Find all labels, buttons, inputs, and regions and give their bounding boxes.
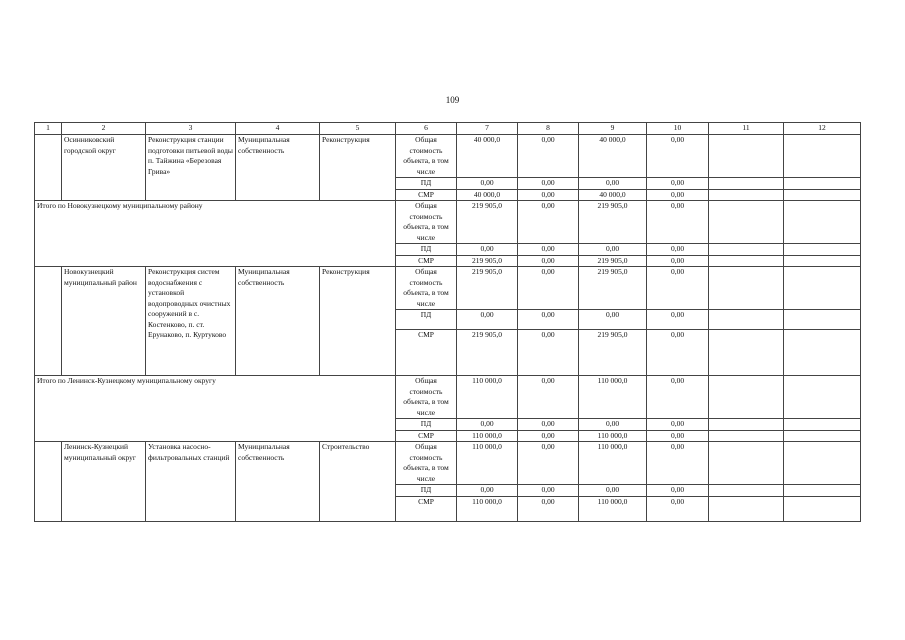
value-cell: 0,00 <box>647 310 709 330</box>
value-cell: 0,00 <box>647 178 709 190</box>
value-cell: 0,00 <box>647 496 709 521</box>
municipality-cell: Новокузнецкий муниципальный район <box>62 267 146 376</box>
empty-cell <box>784 430 861 442</box>
value-cell: 0,00 <box>647 267 709 310</box>
empty-cell <box>709 178 784 190</box>
col-header: 1 <box>35 123 62 135</box>
empty-cell <box>784 267 861 310</box>
value-cell: 0,00 <box>579 244 647 256</box>
row-index-cell <box>35 442 62 522</box>
cost-type-cell: Общая стоимость объекта, в том числе <box>396 201 457 244</box>
empty-cell <box>709 267 784 310</box>
cost-type-cell: СМР <box>396 255 457 267</box>
work-type-cell: Строительство <box>320 442 396 522</box>
cost-type-cell: СМР <box>396 330 457 376</box>
value-cell: 0,00 <box>518 178 579 190</box>
value-cell: 0,00 <box>579 419 647 431</box>
value-cell: 219 905,0 <box>457 267 518 310</box>
work-type-cell: Реконструкция <box>320 135 396 201</box>
total-row <box>35 201 861 244</box>
value-cell: 110 000,0 <box>457 496 518 521</box>
object-name-cell: Реконструкция систем водоснабжения с установкой водопроводных очистных сооружений в с. Костенково, п. ст. Ерунаково, п. Куртуково <box>146 267 236 376</box>
value-cell: 0,00 <box>647 135 709 178</box>
value-cell: 219 905,0 <box>457 255 518 267</box>
row-index-cell <box>35 135 62 201</box>
value-cell: 40 000,0 <box>457 135 518 178</box>
value-cell: 0,00 <box>518 485 579 497</box>
value-cell: 0,00 <box>579 310 647 330</box>
value-cell: 0,00 <box>457 419 518 431</box>
cost-type-cell: Общая стоимость объекта, в том числе <box>396 442 457 485</box>
value-cell: 219 905,0 <box>579 201 647 244</box>
col-header: 4 <box>236 123 320 135</box>
ownership-cell: Муниципальная собственность <box>236 442 320 522</box>
cost-type-cell: СМР <box>396 496 457 521</box>
value-cell: 219 905,0 <box>579 267 647 310</box>
value-cell: 0,00 <box>518 135 579 178</box>
cost-type-cell: СМР <box>396 430 457 442</box>
value-cell: 0,00 <box>518 310 579 330</box>
col-header: 7 <box>457 123 518 135</box>
header-row <box>35 123 861 135</box>
value-cell: 219 905,0 <box>579 330 647 376</box>
empty-cell <box>784 189 861 201</box>
investment-table <box>34 122 861 522</box>
value-cell: 219 905,0 <box>457 201 518 244</box>
value-cell: 40 000,0 <box>579 189 647 201</box>
value-cell: 0,00 <box>647 330 709 376</box>
cost-type-cell: ПД <box>396 178 457 190</box>
value-cell: 0,00 <box>647 430 709 442</box>
empty-cell <box>784 255 861 267</box>
cost-type-cell: Общая стоимость объекта, в том числе <box>396 267 457 310</box>
object-row <box>35 135 861 178</box>
value-cell: 0,00 <box>647 419 709 431</box>
value-cell: 110 000,0 <box>457 376 518 419</box>
value-cell: 0,00 <box>647 201 709 244</box>
cost-type-cell: ПД <box>396 310 457 330</box>
value-cell: 0,00 <box>579 178 647 190</box>
total-row <box>35 376 861 419</box>
empty-cell <box>709 485 784 497</box>
empty-cell <box>709 430 784 442</box>
empty-cell <box>709 255 784 267</box>
value-cell: 0,00 <box>518 442 579 485</box>
empty-cell <box>784 485 861 497</box>
empty-cell <box>784 178 861 190</box>
object-name-cell: Установка насосно-фильтровальных станций <box>146 442 236 522</box>
value-cell: 0,00 <box>579 485 647 497</box>
work-type-cell: Реконструкция <box>320 267 396 376</box>
col-header: 8 <box>518 123 579 135</box>
value-cell: 219 905,0 <box>579 255 647 267</box>
col-header: 3 <box>146 123 236 135</box>
empty-cell <box>784 376 861 419</box>
value-cell: 110 000,0 <box>579 496 647 521</box>
empty-cell <box>784 201 861 244</box>
value-cell: 0,00 <box>518 419 579 431</box>
value-cell: 40 000,0 <box>579 135 647 178</box>
cost-type-cell: ПД <box>396 244 457 256</box>
cost-type-cell: ПД <box>396 485 457 497</box>
col-header: 10 <box>647 123 709 135</box>
col-header: 9 <box>579 123 647 135</box>
empty-cell <box>709 201 784 244</box>
value-cell: 110 000,0 <box>457 442 518 485</box>
empty-cell <box>784 496 861 521</box>
value-cell: 110 000,0 <box>579 376 647 419</box>
empty-cell <box>709 330 784 376</box>
empty-cell <box>784 419 861 431</box>
col-header: 5 <box>320 123 396 135</box>
ownership-cell: Муниципальная собственность <box>236 135 320 201</box>
value-cell: 0,00 <box>518 244 579 256</box>
empty-cell <box>709 189 784 201</box>
empty-cell <box>709 419 784 431</box>
empty-cell <box>784 244 861 256</box>
value-cell: 0,00 <box>518 330 579 376</box>
empty-cell <box>709 310 784 330</box>
value-cell: 0,00 <box>518 201 579 244</box>
value-cell: 0,00 <box>457 244 518 256</box>
municipality-cell: Ленинск-Кузнецкий муниципальный округ <box>62 442 146 522</box>
col-header: 6 <box>396 123 457 135</box>
value-cell: 0,00 <box>647 485 709 497</box>
value-cell: 0,00 <box>647 244 709 256</box>
value-cell: 0,00 <box>518 189 579 201</box>
empty-cell <box>709 244 784 256</box>
object-row <box>35 442 861 485</box>
empty-cell <box>709 376 784 419</box>
ownership-cell: Муниципальная собственность <box>236 267 320 376</box>
object-row <box>35 267 861 310</box>
value-cell: 0,00 <box>518 430 579 442</box>
value-cell: 0,00 <box>518 496 579 521</box>
cost-type-cell: ПД <box>396 419 457 431</box>
value-cell: 0,00 <box>457 485 518 497</box>
col-header: 11 <box>709 123 784 135</box>
value-cell: 219 905,0 <box>457 330 518 376</box>
empty-cell <box>784 310 861 330</box>
value-cell: 0,00 <box>518 267 579 310</box>
col-header: 2 <box>62 123 146 135</box>
cost-type-cell: Общая стоимость объекта, в том числе <box>396 376 457 419</box>
empty-cell <box>784 330 861 376</box>
total-title-cell: Итого по Ленинск-Кузнецкому муниципальному округу <box>35 376 396 442</box>
value-cell: 0,00 <box>518 376 579 419</box>
value-cell: 0,00 <box>647 376 709 419</box>
value-cell: 0,00 <box>647 442 709 485</box>
empty-cell <box>784 135 861 178</box>
total-title-cell: Итого по Новокузнецкому муниципальному району <box>35 201 396 267</box>
value-cell: 110 000,0 <box>457 430 518 442</box>
empty-cell <box>784 442 861 485</box>
empty-cell <box>709 135 784 178</box>
object-name-cell: Реконструкция станции подготовки питьевой воды п. Тайжина «Березовая Грива» <box>146 135 236 201</box>
municipality-cell: Осинниковский городской округ <box>62 135 146 201</box>
value-cell: 110 000,0 <box>579 430 647 442</box>
value-cell: 110 000,0 <box>579 442 647 485</box>
empty-cell <box>709 442 784 485</box>
col-header: 12 <box>784 123 861 135</box>
cost-type-cell: СМР <box>396 189 457 201</box>
cost-type-cell: Общая стоимость объекта, в том числе <box>396 135 457 178</box>
value-cell: 0,00 <box>647 255 709 267</box>
value-cell: 0,00 <box>647 189 709 201</box>
value-cell: 0,00 <box>457 178 518 190</box>
value-cell: 0,00 <box>518 255 579 267</box>
row-index-cell <box>35 267 62 376</box>
empty-cell <box>709 496 784 521</box>
page-number: 109 <box>445 95 460 105</box>
value-cell: 40 000,0 <box>457 189 518 201</box>
value-cell: 0,00 <box>457 310 518 330</box>
